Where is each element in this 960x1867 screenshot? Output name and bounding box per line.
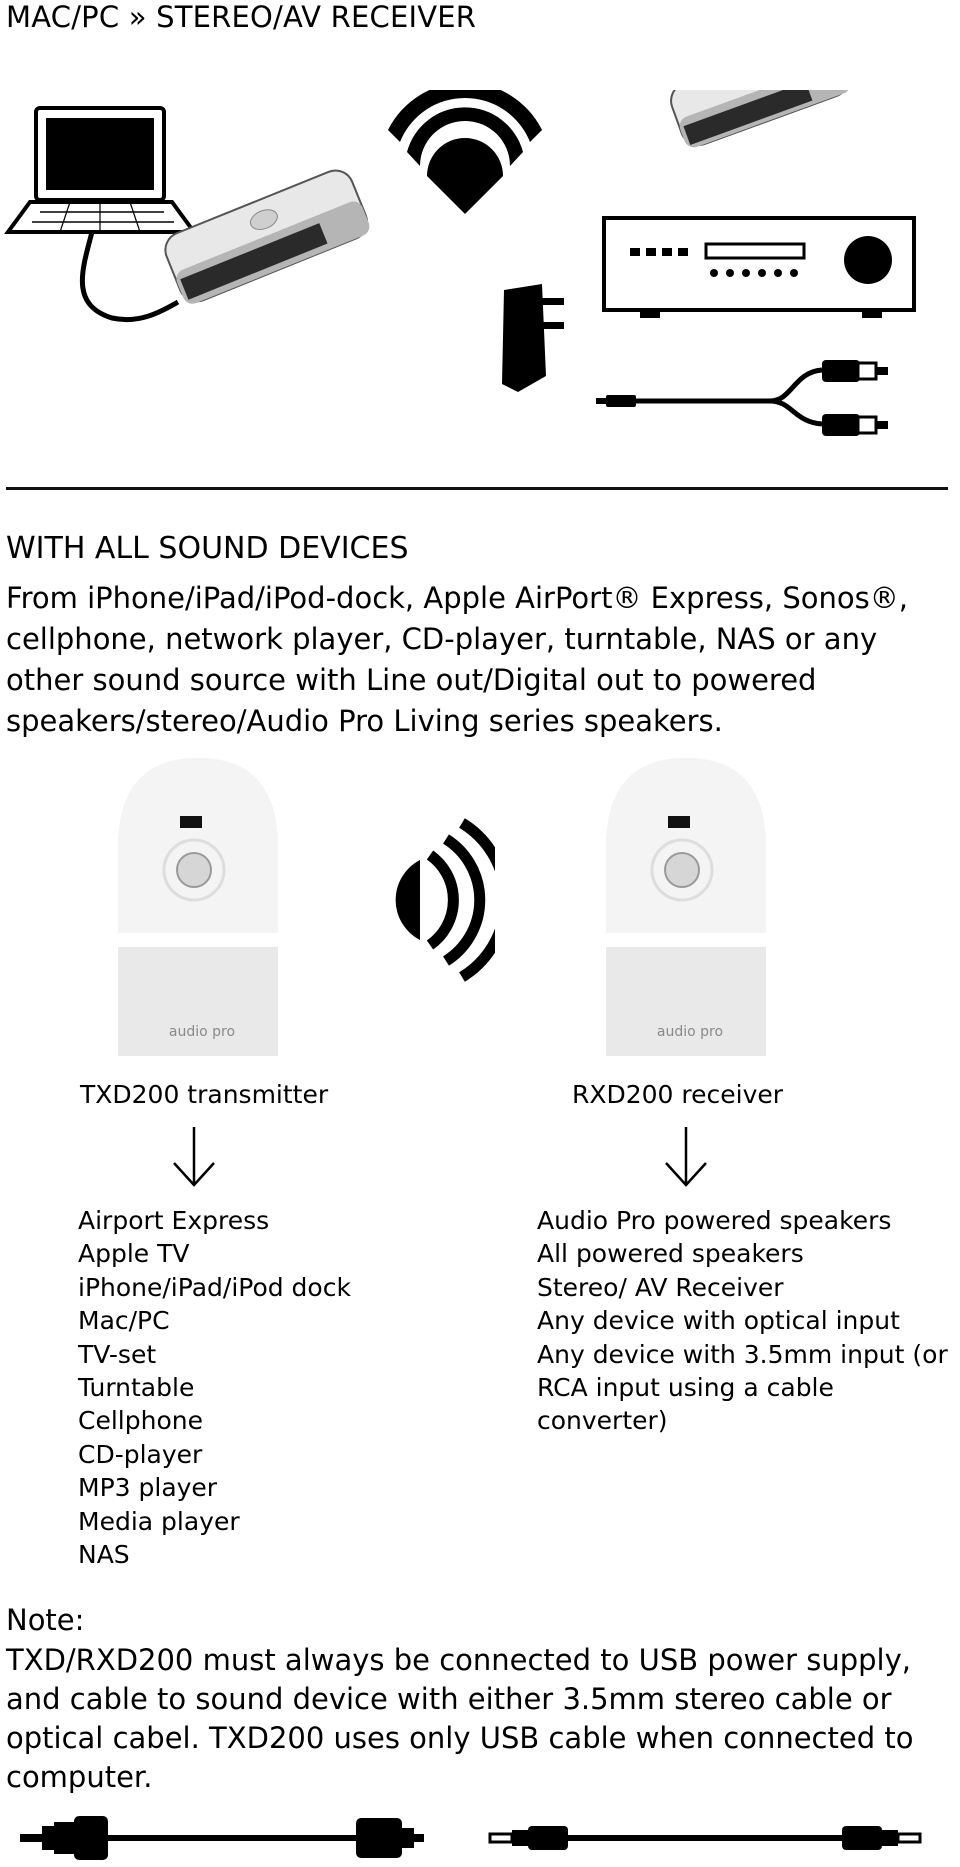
list-item: Mac/PC	[78, 1306, 170, 1336]
transmitter-label: TXD200 transmitter	[80, 1080, 329, 1109]
receiver-device	[606, 758, 766, 1056]
intro-paragraph: From iPhone/iPad/iPod-dock, Apple AirPort® Express, Sonos®, cellphone, network player, CD-player, turntable, NAS or any other sound source with Line out/Digital out to powered speakers/stereo/Audio Pro Living series speakers.	[6, 581, 908, 738]
receiver-label: RXD200 receiver	[572, 1080, 784, 1109]
wireless-waves-icon	[380, 815, 495, 985]
wifi-icon	[388, 90, 542, 214]
section-divider	[6, 487, 948, 490]
list-item: Any device with optical input	[537, 1306, 900, 1336]
list-item: iPhone/iPad/iPod dock	[78, 1272, 351, 1302]
down-arrow-icon	[664, 1125, 708, 1189]
brand-logo: audio pro	[656, 1024, 724, 1040]
list-item: Airport Express	[78, 1206, 270, 1235]
list-item: Any device with 3.5mm input (or	[537, 1339, 948, 1369]
page-title: MAC/PC » STEREO/AV RECEIVER	[6, 0, 477, 34]
list-item: RCA input using a cable converter)	[537, 1373, 834, 1436]
receiver-target-list	[537, 1204, 960, 1438]
laptop-icon	[8, 108, 194, 232]
cables-illustration	[0, 1812, 960, 1862]
setup-illustration	[0, 90, 960, 450]
receiver-icon	[604, 218, 914, 318]
brand-logo: audio pro	[168, 1024, 236, 1040]
down-arrow-icon	[172, 1125, 216, 1189]
list-item: Cellphone	[78, 1406, 203, 1436]
section-title: WITH ALL SOUND DEVICES	[6, 531, 409, 566]
list-item: NAS	[78, 1540, 130, 1570]
list-item: CD-player	[78, 1439, 203, 1469]
rca-cable-icon	[596, 360, 888, 436]
list-item: Stereo/ AV Receiver	[537, 1272, 784, 1302]
transmitter-device-illustration	[160, 165, 372, 307]
note-title: Note:	[6, 1603, 85, 1637]
list-item: Turntable	[78, 1373, 195, 1403]
list-item: MP3 player	[78, 1473, 218, 1503]
list-item: Media player	[78, 1506, 240, 1536]
transmitter-device	[118, 758, 278, 1056]
note-text: TXD/RXD200 must always be connected to USB power supply, and cable to sound device with either 3.5mm stereo cable or optical cabel. TXD200 uses only USB cable when connected to computer.	[6, 1643, 914, 1794]
receiver-device-illustration	[666, 90, 853, 150]
list-item: All powered speakers	[537, 1239, 804, 1269]
list-item: Apple TV	[78, 1239, 190, 1269]
list-item: Audio Pro powered speakers	[537, 1206, 892, 1235]
list-item: TV-set	[78, 1339, 157, 1369]
power-adapter-icon	[502, 284, 564, 392]
transmitter-source-list	[78, 1204, 351, 1571]
audio-cable-icon	[490, 1826, 920, 1850]
optical-cable-icon	[20, 1816, 424, 1860]
